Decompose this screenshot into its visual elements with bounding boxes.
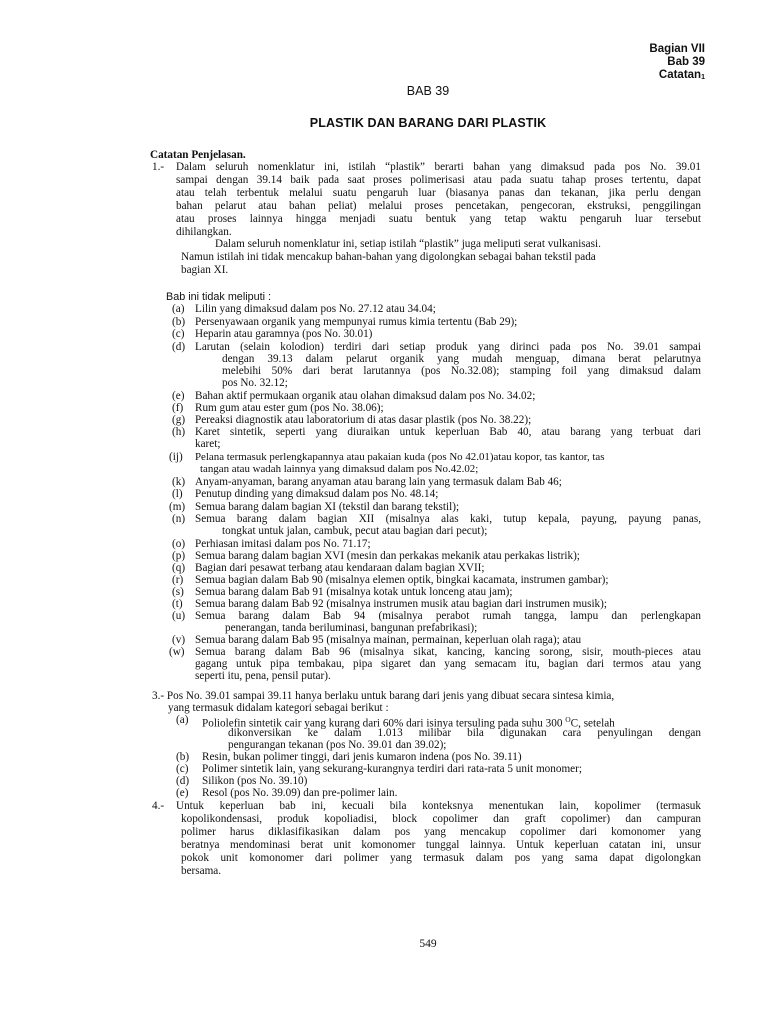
list-item-text: Rum gum atau ester gum (pos No. 38.06); — [195, 402, 384, 414]
page-title: PLASTIK DAN BARANG DARI PLASTIK — [309, 116, 547, 130]
list-item-label: (d) — [172, 341, 186, 353]
list-item-text: Resin, bukan polimer tinggi, dari jenis kumaron indena (pos No. 39.11) — [202, 751, 522, 763]
list-item-label: (c) — [176, 763, 189, 775]
list-item-label: (e) — [172, 390, 185, 402]
list-item-text: pengurangan tekanan (pos No. 39.01 dan 39.02); — [228, 739, 447, 751]
list-item-text: dengan 39.13 dalam pelarut organik yang mudah menguap, dimana berat pelarutnya — [222, 353, 701, 365]
list-item-text: Silikon (pos No. 39.10) — [202, 775, 308, 787]
list-item-text: Pelana termasuk perlengkapannya atau pakaian kuda (pos No 42.01)atau kopor, tas kantor, tas — [195, 451, 605, 463]
list-item-text: Semua bagian dalam Bab 90 (misalnya elemen optik, bingkai kacamata, instrumen gambar); — [195, 574, 609, 586]
note-line: sampai dengan 39.14 baik pada saat proses polimerisasi atau pada suatu tahap proses tertentu, dapat — [176, 174, 701, 186]
list-item-text: Bagian dari pesawat terbang atau kendaraan dalam bagian XVII; — [195, 562, 485, 574]
list-item-label: (a) — [172, 303, 185, 315]
note-line: dihilangkan. — [176, 226, 232, 238]
note-line: kopolikondensasi, produk kopoliadisi, block copolimer dan graft copolimer) dan campuran — [181, 813, 701, 825]
list-item-label: (r) — [172, 574, 184, 586]
list-item-text: Semua barang dalam Bab 94 (misalnya perabot rumah tangga, lampu dan perlengkapan — [195, 610, 701, 622]
note-line: bagian XI. — [181, 264, 229, 276]
list-item-text: Resol (pos No. 39.09) dan pre-polimer lain. — [202, 787, 398, 799]
note-line: 3.- Pos No. 39.01 sampai 39.11 hanya berlaku untuk barang dari jenis yang dibuat secara sintesa kimia, — [152, 690, 615, 702]
note-line: beratnya mendominasi berat unit komonomer tunggal lainnya. Untuk keperluan catatan ini, unsur — [181, 839, 701, 851]
note-line: Namun istilah ini tidak mencakup bahan-bahan yang digolongkan sebagai bahan tekstil pada — [181, 251, 596, 263]
list-item-label: (k) — [172, 476, 186, 488]
list-item-label: (e) — [176, 787, 189, 799]
list-item-text: seperti itu, pena, pensil putar). — [195, 670, 331, 682]
note-line: yang termasuk didalam kategori sebagai berikut : — [168, 702, 389, 714]
list-item-label: (a) — [176, 714, 189, 726]
list-item-text: Semua barang dalam bagian XII (misalnya alas kaki, tutup kepala, payung, payung panas, — [195, 513, 701, 525]
list-item-text: Semua barang dalam Bab 95 (misalnya mainan, permainan, keperluan olah raga); atau — [195, 634, 582, 646]
list-item-text: tangan atau wadah lainnya yang dimaksud dalam pos No.42.02; — [200, 463, 479, 475]
note-number: 1.- — [152, 161, 165, 173]
section-header — [649, 43, 705, 84]
list-item-text: Semua barang dalam bagian XVI (mesin dan perkakas mekanik atau perkakas listrik); — [195, 550, 580, 562]
note-line: atau proses lainnya hingga menjadi suatu bentuk yang tetap waktu pengaruh luar tersebut — [176, 213, 701, 225]
list-item-text: dikonversikan ke dalam 1.013 milibar bila digunakan cara penyulingan dengan — [228, 727, 701, 739]
list-item-text: gagang untuk pipa tembakau, pipa sigaret dan yang semacam itu, bagian dari termos atau yang — [195, 658, 701, 670]
list-item-text: Heparin atau garamnya (pos No. 30.01) — [195, 328, 373, 340]
list-item-label: (q) — [172, 562, 186, 574]
list-item-text: Karet sintetik, seperti yang diuraikan untuk keperluan Bab 40, atau barang yang terbuat dari — [195, 426, 701, 438]
list-item-label: (s) — [172, 586, 184, 598]
list-item-text: Persenyawaan organik yang mempunyai rumus kimia tertentu (Bab 29); — [195, 316, 518, 328]
list-item-label: (w) — [169, 646, 185, 658]
list-item-text: pos No. 32.12; — [222, 377, 288, 389]
chapter-label: BAB 39 — [406, 84, 450, 98]
list-item-text: Semua barang dalam Bab 96 (misalnya sikat, kancing, kancing sorong, sisir, mouth-pieces atau — [195, 646, 701, 658]
note-line: bahan pelarut atau bahan peliat) melalui proses pencetakan, pengecoran, ekstruksi, penggilingan — [176, 200, 701, 212]
list-item-text: Semua barang dalam Bab 92 (misalnya instrumen musik atau bagian dari instrumen musik); — [195, 598, 607, 610]
list-item-label: (n) — [172, 513, 186, 525]
note-paragraph: Dalam seluruh nomenklatur ini, setiap istilah “plastik” juga meliputi serat vulkanisasi. — [215, 238, 601, 250]
note-line: pokok unit komonomer dari polimer yang termasuk dalam pos yang sama dapat digolongkan — [181, 852, 701, 864]
header-part: Bagian VII — [649, 43, 705, 55]
list-item-label: (p) — [172, 550, 186, 562]
notes-heading: Catatan Penjelasan. — [150, 149, 246, 161]
list-item-label: (b) — [176, 751, 190, 763]
page-number: 549 — [419, 938, 437, 950]
list-item-label: (b) — [172, 316, 186, 328]
list-item-text: Larutan (selain kolodion) terdiri dari setiap produk yang dirinci pada pos No. 39.01 sampai — [195, 341, 701, 353]
note-line: Untuk keperluan bab ini, kecuali bila konteksnya menentukan lain, kopolimer (termasuk — [176, 800, 701, 812]
list-item-text: Penutup dinding yang dimaksud dalam pos No. 48.14; — [195, 488, 439, 500]
list-item-text: tongkat untuk jalan, cambuk, pecut atau bagian dari pecut); — [222, 525, 488, 537]
list-item-text: Anyam-anyaman, barang anyaman atau barang lain yang termasuk dalam Bab 46; — [195, 476, 562, 488]
degree-superscript: O — [565, 715, 571, 724]
list-item-text: penerangan, tanda beriluminasi, bangunan prefabrikasi); — [225, 622, 478, 634]
list-item-text: Lilin yang dimaksud dalam pos No. 27.12 atau 34.04; — [195, 303, 436, 315]
list-item-text: Semua barang dalam Bab 91 (misalnya kotak untuk lonceng atau jam); — [195, 586, 513, 598]
note-number: 4.- — [152, 800, 165, 812]
note-line: bersama. — [181, 865, 222, 877]
list-item-text: karet; — [195, 438, 221, 450]
note-line: polimer harus diklasifikasikan dalam pos yang mencakup copolimer dari komonomer yang — [181, 826, 701, 838]
list-item-text: Polimer sintetik lain, yang sekurang-kurangnya terdiri dari rata-rata 5 unit monomer; — [202, 763, 582, 775]
header-chapter: Bab 39 — [667, 56, 705, 68]
list-item-label: (m) — [169, 501, 186, 513]
note-line: atau telah terbentuk melalui suatu pengaruh luar (biasanya panas dan tekanan, jika perlu dengan — [176, 187, 701, 199]
list-item-text: Bahan aktif permukaan organik atau olahan dimaksud dalam pos No. 34.02; — [195, 390, 536, 402]
list-item-label: (u) — [172, 610, 186, 622]
header-notes-label: Catatan — [658, 69, 702, 81]
list-item-text: melebihi 50% dari berat larutannya (pos No.32.08); stamping foil yang dimaksud dalam — [222, 365, 701, 377]
list-item-label: (ij) — [169, 451, 183, 463]
list-item-text-main: Poliolefin sintetik cair yang kurang dari 60% dari isinya tersuling pada suhu 300 — [202, 717, 563, 730]
list-item-label: (d) — [176, 775, 190, 787]
list-item-text: Semua barang dalam bagian XI (tekstil dan barang tekstil); — [195, 501, 460, 513]
list-item-label: (h) — [172, 426, 186, 438]
list-item-text: Perhiasan imitasi dalam pos No. 71.17; — [195, 538, 371, 550]
list-item-label: (t) — [172, 598, 183, 610]
list-item-label: (c) — [172, 328, 185, 340]
list-item-label: (l) — [172, 488, 183, 500]
list-item-label: (o) — [172, 538, 186, 550]
list-item-label: (f) — [172, 402, 184, 414]
header-notes-index: 1 — [701, 74, 705, 81]
exclusions-intro: Bab ini tidak meliputi : — [166, 291, 272, 303]
note-line: Dalam seluruh nomenklatur ini, istilah “plastik” berarti bahan yang dimaksud pada pos No. 39.01 — [176, 161, 701, 173]
header-notes — [649, 69, 705, 84]
list-item-text-tail: C, setelah — [570, 717, 615, 730]
list-item-label: (g) — [172, 414, 186, 426]
list-item-text: Pereaksi diagnostik atau laboratorium di atas dasar plastik (pos No. 38.22); — [195, 414, 532, 426]
list-item-label: (v) — [172, 634, 186, 646]
